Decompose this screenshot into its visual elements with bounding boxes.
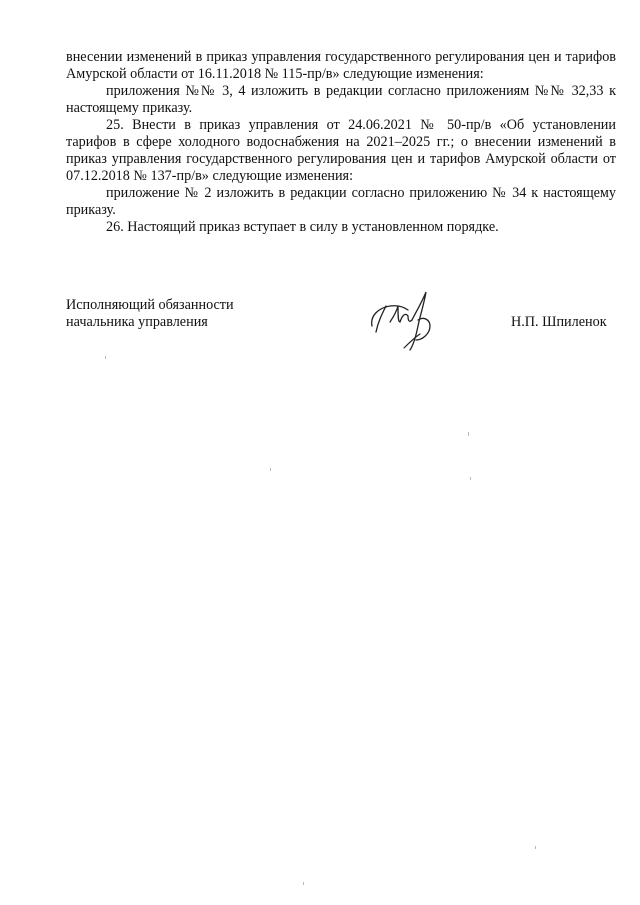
paragraph-appendix-32-33: приложения №№ 3, 4 изложить в редакции согласно приложениям №№ 32,33 к настоящему приказу. (66, 83, 616, 116)
handwritten-signature (364, 286, 444, 356)
scan-speck (270, 468, 271, 471)
signer-name: Н.П. Шпиленок (511, 314, 607, 330)
scan-speck (303, 882, 304, 885)
paragraph-continuation: внесении изменений в приказ управления государственного регулирования цен и тарифов Амурской области от 16.11.2018 № 115-пр/в» следующие изменения: (66, 49, 616, 82)
scan-speck (105, 356, 106, 359)
scan-speck (468, 432, 469, 436)
scan-speck (470, 477, 471, 480)
signer-position (66, 297, 234, 331)
paragraph-item-25: 25. Внести в приказ управления от 24.06.2021 № 50-пр/в «Об установлении тарифов в сфере холодного водоснабжения на 2021–2025 гг.; о внесении изменений в приказ управления государственного регулирования цен и тарифов Амурской области от 07.12.2018 № 137-пр/в» следующие изменения: (66, 117, 616, 184)
paragraph-item-26: 26. Настоящий приказ вступает в силу в установленном порядке. (106, 219, 499, 235)
paragraph-appendix-34: приложение № 2 изложить в редакции согласно приложению № 34 к настоящему приказу. (66, 185, 616, 218)
signer-position-line-2: начальника управления (66, 314, 208, 330)
signer-position-line-1: Исполняющий обязанности (66, 297, 234, 313)
scan-speck (535, 846, 536, 849)
document-body (66, 49, 616, 236)
